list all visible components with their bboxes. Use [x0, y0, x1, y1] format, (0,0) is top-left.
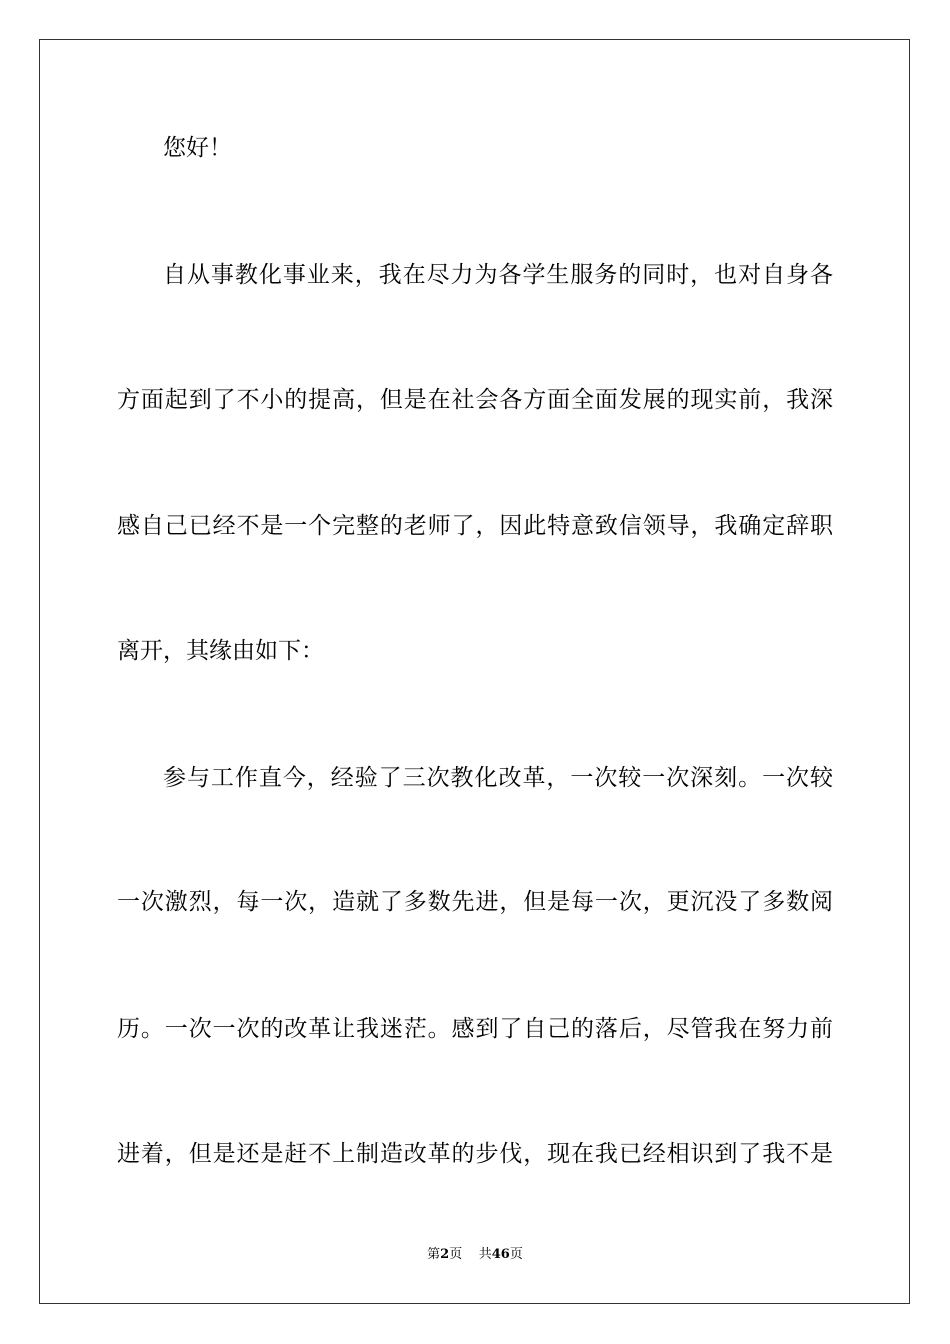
page-footer — [0, 1245, 950, 1265]
paragraph-line: 方面起到了不小的提高，但是在社会各方面全面发展的现实前，我深 — [117, 387, 833, 413]
footer-total-suffix: 页 — [509, 1247, 523, 1262]
footer-total-prefix: 共 — [478, 1247, 492, 1262]
footer-page-prefix: 第 — [427, 1247, 441, 1262]
paragraph-line: 进着，但是还是赶不上制造改革的步伐，现在我已经相识到了我不是 — [117, 1141, 833, 1167]
page-border — [39, 39, 910, 1304]
paragraph-line: 一次激烈，每一次，造就了多数先进，但是每一次，更沉没了多数阅 — [117, 889, 833, 915]
footer-page-suffix: 页 — [449, 1247, 463, 1262]
paragraph-line: 参与工作直今，经验了三次教化改革，一次较一次深刻。一次较 — [163, 765, 833, 791]
paragraph-line: 离开，其缘由如下： — [117, 638, 324, 664]
paragraph-line: 感自己已经不是一个完整的老师了，因此特意致信领导，我确定辞职 — [117, 513, 833, 539]
paragraph-line: 历。一次一次的改革让我迷茫。感到了自己的落后，尽管我在努力前 — [117, 1016, 833, 1042]
paragraph-line: 自从事教化事业来，我在尽力为各学生服务的同时，也对自身各 — [163, 262, 833, 288]
greeting-line: 您好！ — [163, 135, 232, 161]
footer-current-page: 2 — [440, 1247, 450, 1262]
footer-total-pages: 46 — [491, 1247, 510, 1262]
